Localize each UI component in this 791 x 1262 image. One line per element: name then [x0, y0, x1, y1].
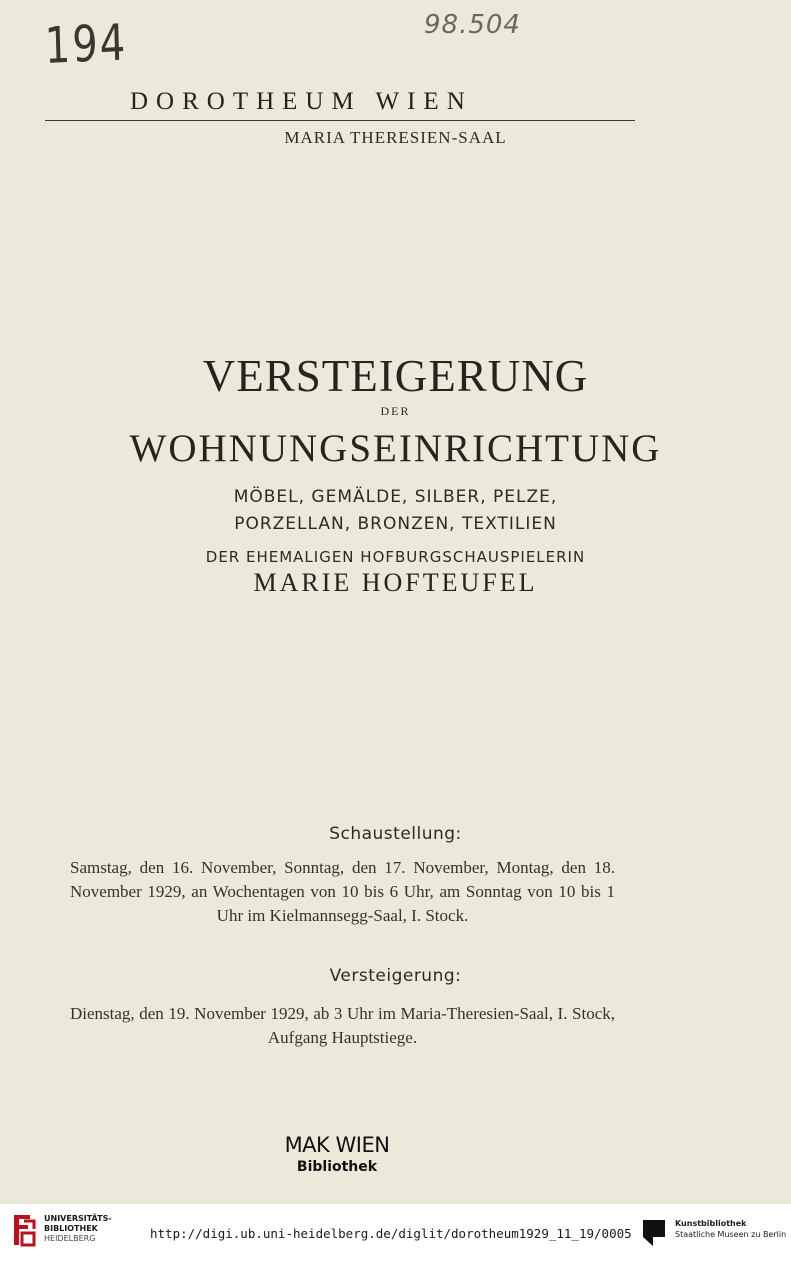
items-list — [0, 484, 791, 538]
stamp-title: MAK WIEN — [284, 1133, 390, 1157]
auction-heading: Versteigerung: — [329, 966, 462, 986]
kb-line-1: Kunstbibliothek — [675, 1219, 747, 1228]
permalink-url[interactable]: http://digi.ub.uni-heidelberg.de/diglit/dorotheum1929_11_19/0005 — [150, 1226, 632, 1241]
ub-line-2: BIBLIOTHEK — [44, 1224, 98, 1233]
auction-house-name: DOROTHEUM WIEN — [130, 88, 473, 115]
kunstbibliothek-label — [675, 1218, 786, 1240]
auction-text: Dienstag, den 19. November 1929, ab 3 Uhr im Maria-Theresien-Saal, I. Stock, Aufgang Hauptstiege. — [70, 1004, 615, 1047]
former-owner-name: MARIE HOFTEUFEL — [253, 568, 538, 597]
kunstbibliothek-logo-icon — [641, 1218, 669, 1248]
items-line-1: MÖBEL, GEMÄLDE, SILBER, PELZE, — [233, 487, 558, 507]
library-stamp — [272, 1134, 402, 1178]
university-library-logo-icon — [10, 1211, 38, 1249]
exhibition-heading: Schaustellung: — [329, 824, 462, 844]
former-owner-intro: DER EHEMALIGEN HOFBURGSCHAUSPIELERIN — [205, 548, 586, 566]
title-household: WOHNUNGSEINRICHTUNG — [129, 427, 662, 470]
handwritten-number-right: 98.504 — [424, 10, 521, 40]
title-auction: VERSTEIGERUNG — [202, 351, 589, 401]
ub-line-3: HEIDELBERG — [44, 1234, 96, 1243]
hall-name: MARIA THERESIEN-SAAL — [284, 128, 507, 147]
university-library-label — [44, 1214, 112, 1244]
title-connector: DER — [380, 404, 411, 418]
header-divider — [45, 120, 635, 121]
handwritten-number-left: 194 — [44, 14, 128, 76]
kb-line-2: Staatliche Museen zu Berlin — [675, 1230, 787, 1239]
exhibition-text: Samstag, den 16. November, Sonntag, den 17. November, Montag, den 18. November 1929, an Wochentagen von 10 bis 6 Uhr, am Sonntag von 10 bis 1 Uhr im Kielmannsegg-Saal, I. Stock. — [70, 858, 615, 925]
stamp-subtitle: Bibliothek — [296, 1159, 378, 1175]
ub-line-1: UNIVERSITÄTS- — [44, 1214, 112, 1223]
items-line-2: PORZELLAN, BRONZEN, TEXTILIEN — [234, 514, 557, 534]
